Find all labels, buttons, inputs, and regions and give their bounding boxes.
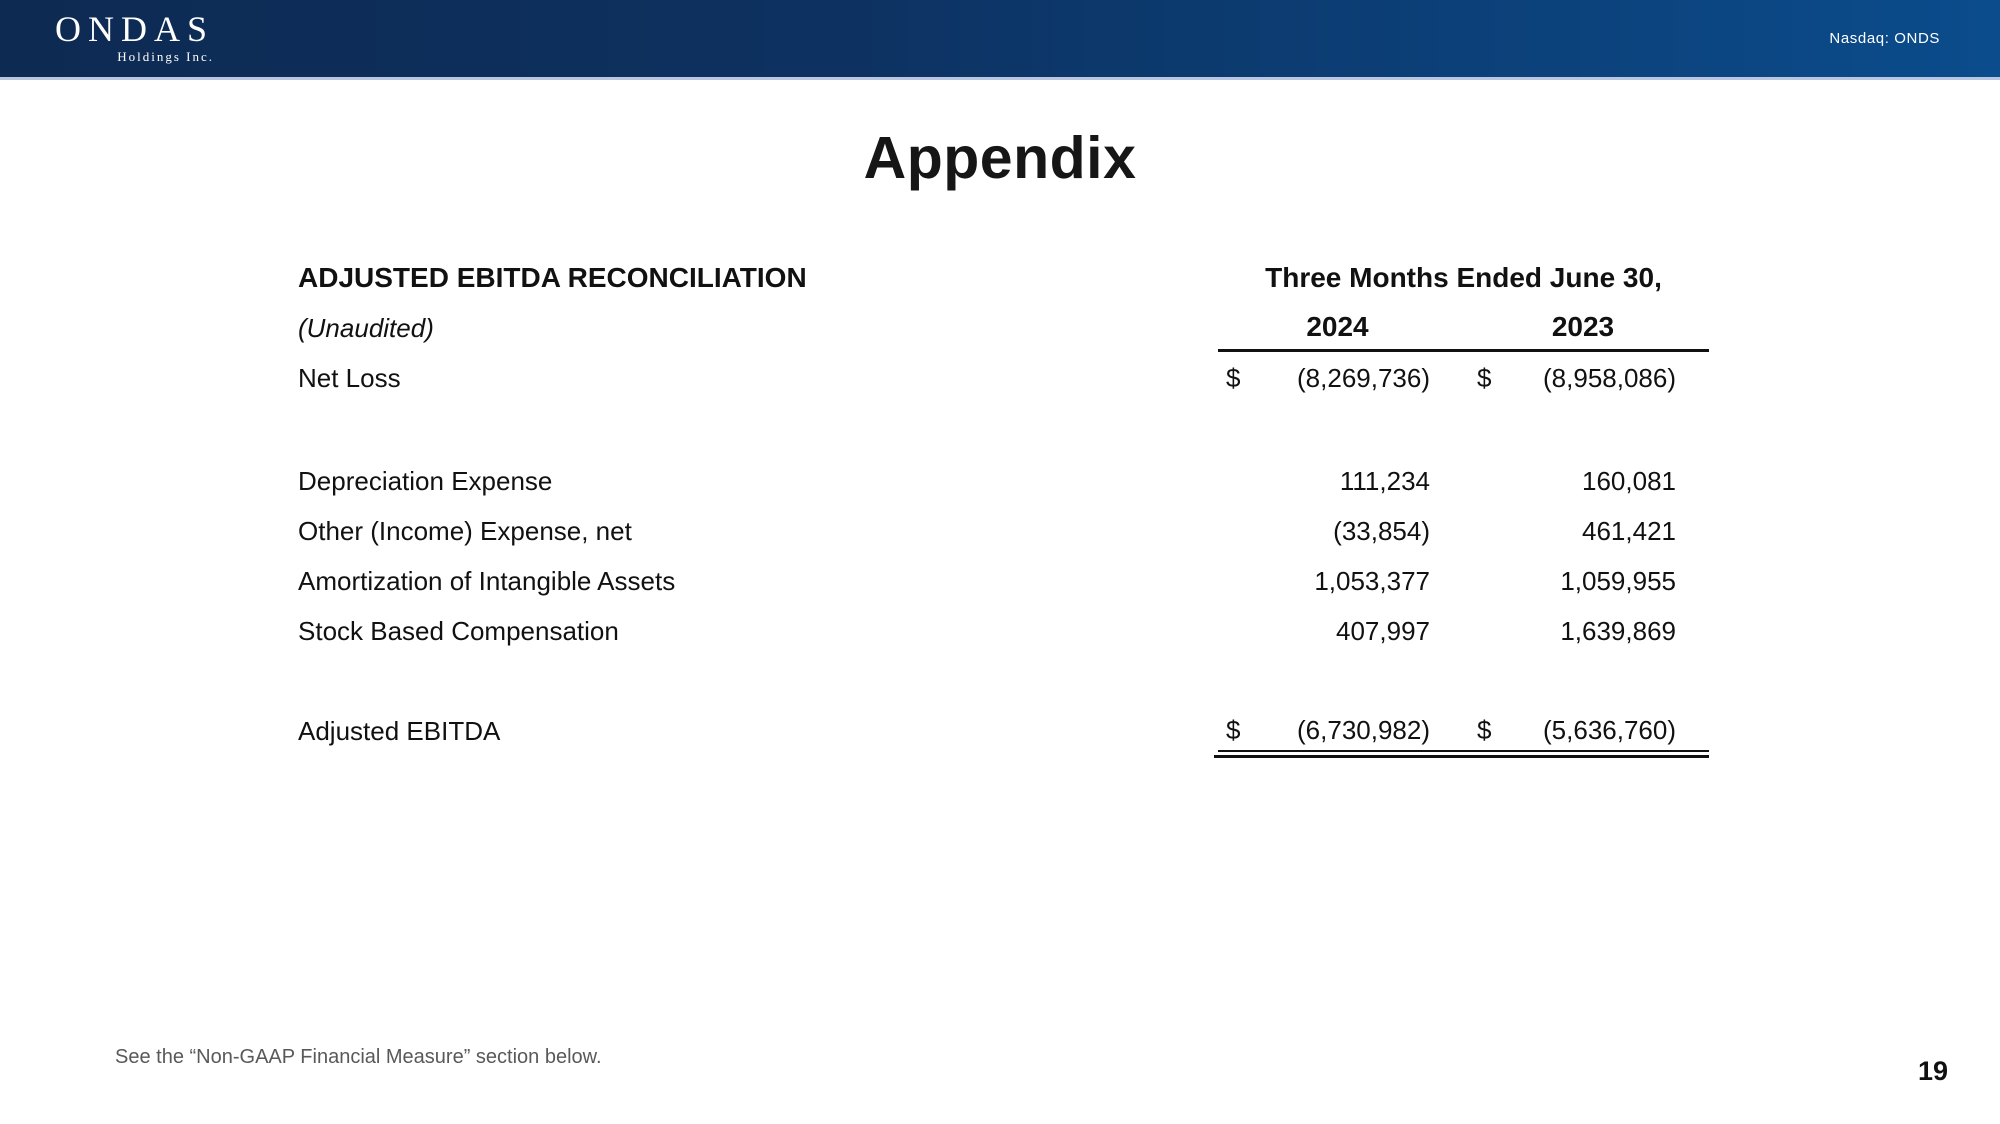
value-2023: 461,421 xyxy=(1582,515,1676,546)
company-logo xyxy=(55,8,215,67)
value-2024: (6,730,982) xyxy=(1297,714,1430,745)
row-values xyxy=(1218,352,1709,404)
year-columns xyxy=(1218,304,1709,352)
table-row xyxy=(298,506,1709,556)
period-header: Three Months Ended June 30, xyxy=(1265,262,1662,293)
logo-wordmark: ONDAS xyxy=(55,8,215,49)
column-header-2024: 2024 xyxy=(1306,310,1369,342)
page-title: Appendix xyxy=(863,125,1137,191)
header-bar xyxy=(0,0,2000,80)
row-label: Other (Income) Expense, net xyxy=(298,515,632,546)
value-2023: (8,958,086) xyxy=(1543,362,1676,393)
page-number: 19 xyxy=(1917,1056,1948,1086)
spacer-row xyxy=(298,656,1709,710)
value-2024: (33,854) xyxy=(1333,515,1430,546)
row-values xyxy=(1218,556,1709,606)
value-2024: 407,997 xyxy=(1336,615,1430,646)
table-heading: ADJUSTED EBITDA RECONCILIATION xyxy=(298,262,807,293)
table-row xyxy=(298,352,1709,404)
value-2023: 160,081 xyxy=(1582,465,1676,496)
dollar-sign: $ xyxy=(1226,714,1241,745)
column-header-2023: 2023 xyxy=(1551,310,1615,342)
ebitda-reconciliation-table xyxy=(298,252,1709,758)
value-2024: 1,053,377 xyxy=(1314,565,1430,596)
value-2024: (8,269,736) xyxy=(1297,362,1430,393)
table-row xyxy=(298,456,1709,506)
ticker-label: Nasdaq: ONDS xyxy=(1829,30,1940,47)
row-label: Depreciation Expense xyxy=(298,465,553,496)
row-label: Adjusted EBITDA xyxy=(298,715,501,746)
row-values xyxy=(1218,456,1709,506)
row-label: Stock Based Compensation xyxy=(298,615,619,646)
spacer-row xyxy=(298,404,1709,456)
value-2023: (5,636,760) xyxy=(1543,714,1676,745)
logo-subtitle: Holdings Inc. xyxy=(117,48,215,64)
table-header-row xyxy=(298,252,1709,304)
table-subheader-row xyxy=(298,304,1709,352)
dollar-sign: $ xyxy=(1477,362,1492,393)
dollar-sign: $ xyxy=(1226,362,1241,393)
row-values xyxy=(1218,710,1709,752)
table-total-row xyxy=(298,710,1709,752)
row-label: Amortization of Intangible Assets xyxy=(298,565,676,596)
row-label: Net Loss xyxy=(298,362,401,393)
value-2023: 1,059,955 xyxy=(1560,565,1676,596)
row-values xyxy=(1218,506,1709,556)
row-values xyxy=(1218,606,1709,656)
value-2024: 111,234 xyxy=(1339,465,1430,496)
table-row xyxy=(298,556,1709,606)
value-2023: 1,639,869 xyxy=(1560,615,1676,646)
table-row xyxy=(298,606,1709,656)
dollar-sign: $ xyxy=(1477,714,1492,745)
footnote: See the “Non-GAAP Financial Measure” section below. xyxy=(115,1046,602,1068)
unaudited-label: (Unaudited) xyxy=(298,312,434,343)
total-double-rule xyxy=(1214,755,1709,758)
